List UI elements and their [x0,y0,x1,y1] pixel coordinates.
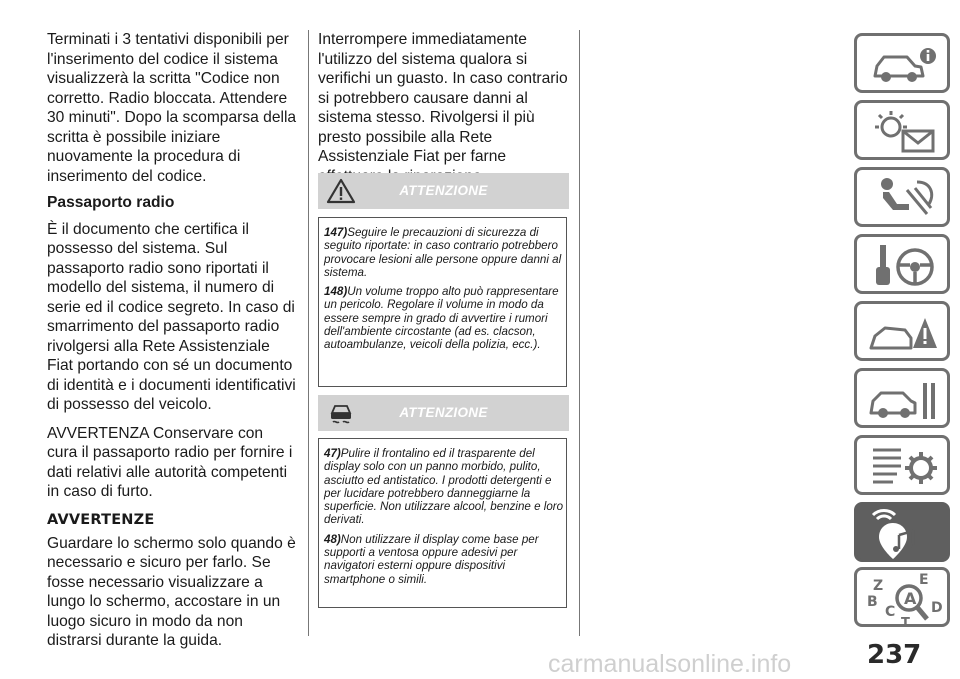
warnings-paragraph: Guardare lo schermo solo quando è necessario e sicuro per farlo. Se fosse necessario visualizzare a lungo lo schermo, accostare in un luogo sicuro in modo da non distrarsi durante la guida. [47,534,296,649]
note-48: 48)Non utilizzare il display come base per supporti a ventosa oppure adesivi per navigatori esterni oppure dispositivi smartphone o simili. [324,532,539,586]
warning-box-2 [318,438,567,608]
note-47: 47)Pulire il frontalino ed il trasparente del display solo con un panno morbido, pulito, asciutto ed antistatico. I prodotti detergenti e per lucidare potrebbero danneggiarne la superficie. Non utilizzare alcool, benzine e loro derivati. [324,447,564,527]
tab-emergency[interactable] [854,301,950,361]
key-steering-wheel-icon [857,237,953,297]
left-column [47,30,297,651]
middle-intro-paragraph: Interrompere immediatamente l'utilizzo del sistema qualora si verifichi un guasto. In caso contrario si potrebbero causare danni al sistema stesso. Rivolgersi il più presto possibile alla Rete Assistenziale Fiat per farne [318,31,568,165]
intro-paragraph: Terminati i 3 tentativi disponibili per l'inserimento del codice il sistema visualizzerà la scritta "Codice non corretto. Radio bloccata. Attendere 30 minuti". Dopo la scomparsa della scritta è possibile iniziare nuovamente la procedura di inserimento del codice. [47,31,297,185]
index-letter-t: T [901,616,910,630]
index-letter-c: C [885,604,896,620]
index-letter-b: B [867,594,878,610]
warning-title-2: ATTENZIONE [399,405,488,420]
watermark: carmanualsonline.info [548,650,792,678]
passport-paragraph: È il documento che certifica il possesso del sistema. Sul passaporto radio sono riportati il modello del sistema, il numero di serie ed il codice segreto. In caso di smarrimento del passaporto radio rivolgersi alla Rete Assistenziale Fiat portando con sé un documento di identità e i documenti identificativi di possesso del veicolo. [47,220,296,413]
avvertenza-paragraph: AVVERTENZA Conservare con cura il passaporto radio per fornire i dati relativi alle autorità competenti in caso di furto. [47,424,293,500]
tab-maintenance[interactable] [854,368,950,428]
warning-header-1 [318,173,569,209]
middle-column [318,30,568,186]
alphabetical-index-search-icon [857,570,953,630]
column-divider-left [308,30,309,636]
car-maintenance-tools-icon [857,371,953,431]
airbag-seat-icon [857,170,953,230]
index-letter-d: D [931,600,943,616]
tab-multimedia[interactable] [854,502,950,562]
index-letter-a: A [904,589,917,608]
tab-warning-lights[interactable] [854,100,950,160]
warning-title-1: ATTENZIONE [399,183,488,198]
warning-box-1 [318,217,567,387]
index-letter-e: E [919,572,929,588]
page-number: 237 [867,640,922,670]
tab-specifications[interactable] [854,435,950,495]
heading-avvertenze: AVVERTENZE [47,511,155,528]
specifications-gear-icon [857,438,953,498]
warning-header-2 [318,395,569,431]
tab-car-info[interactable] [854,33,950,93]
index-letter-z: Z [873,578,884,594]
warning-lights-message-icon [857,103,953,163]
note-147: 147)Seguire le precauzioni di sicurezza di seguito riportate: in caso contrario potrebbero provocare lesioni alle persone oppure danni al sistema. [324,226,562,279]
multimedia-music-navigation-icon [857,505,953,565]
car-info-icon [857,36,953,96]
tab-safety[interactable] [854,167,950,227]
tab-alphabetical-index[interactable] [854,567,950,630]
note-148: 148)Un volume troppo alto può rappresentare un pericolo. Regolare il volume in modo da essere sempre in grado di avvertire i rumori dell'ambiente circostante (ad es. clacson, autoambulanze, veicoli della polizia, ecc.). [324,285,559,352]
tab-starting-driving[interactable] [854,234,950,294]
heading-passaporto-radio: Passaporto radio [47,194,175,211]
car-crash-emergency-icon [857,304,953,364]
column-divider-right [579,30,580,636]
